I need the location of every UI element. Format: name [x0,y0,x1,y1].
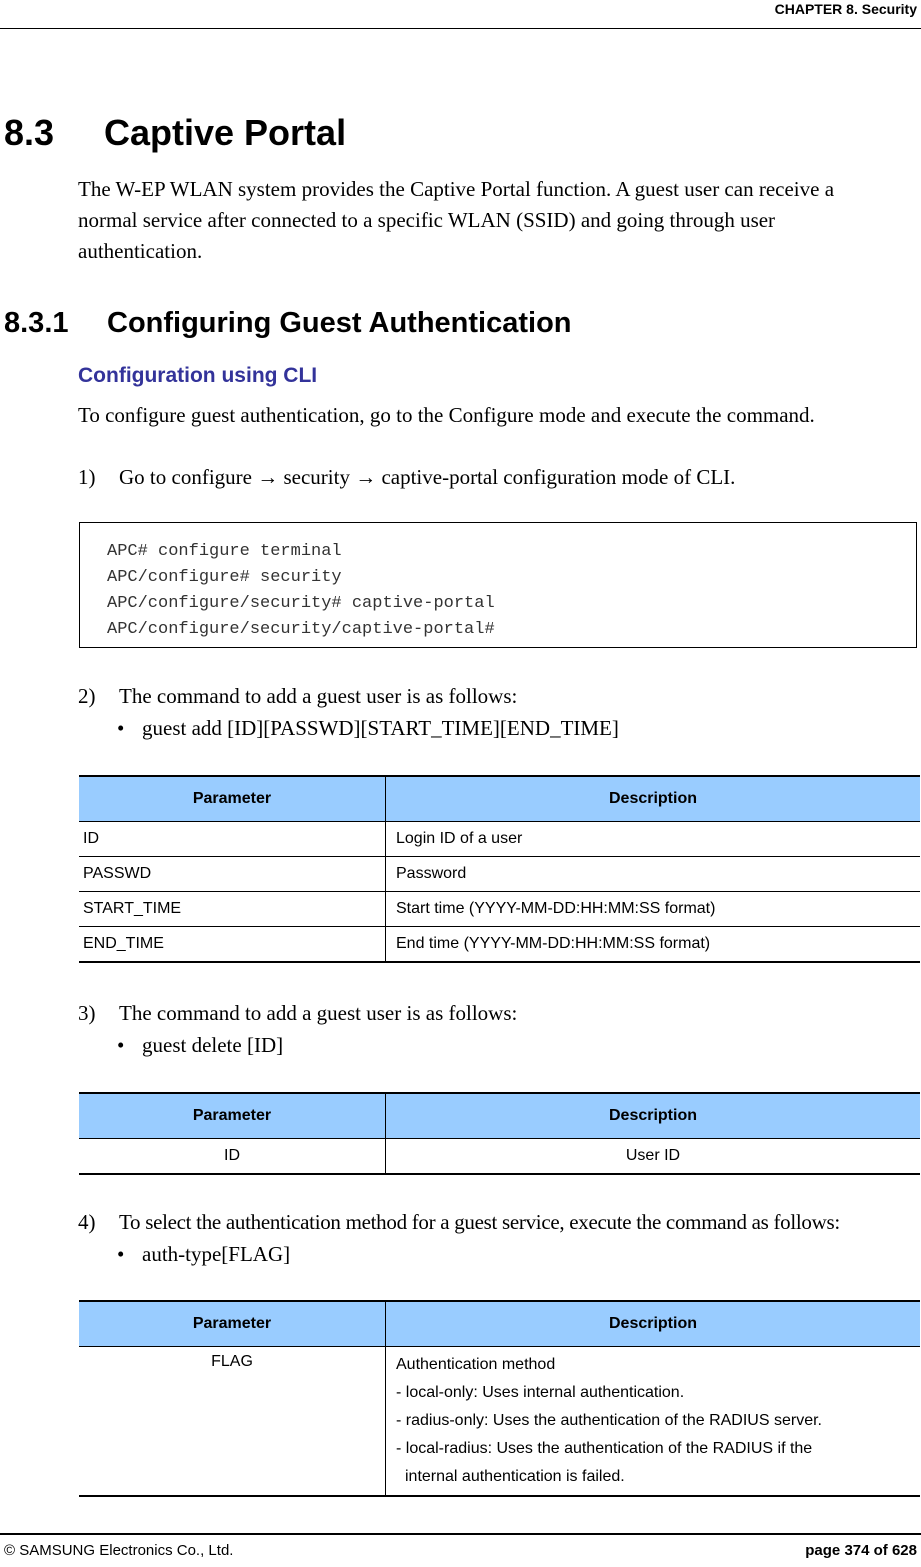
column-header: Parameter [79,776,386,822]
column-header: Description [386,1093,921,1139]
bullet-icon: • [117,716,125,740]
desc-cell: Password [386,857,921,892]
param-cell: FLAG [79,1347,386,1497]
cli-intro: To configure guest authentication, go to the Configure mode and execute the command. [78,403,815,427]
subsection-title: Configuring Guest Authentication [107,307,572,339]
desc-line: internal authentication is failed. [405,1468,625,1485]
step-number: 4) [78,1210,96,1234]
table-header-row [79,1093,920,1139]
code-line: APC/configure/security/captive-portal# [107,620,495,639]
page-footer [0,1533,921,1567]
bullet-text: guest add [ID][PASSWD][START_TIME][END_TIME] [142,716,619,740]
section-title: Captive Portal [104,112,347,153]
bullet-icon: • [117,1242,125,1266]
desc-line: - radius-only: Uses the authentication of the RADIUS server. [396,1412,822,1429]
page-number: page 374 of 628 [805,1542,917,1559]
table-row [79,892,920,927]
table-row [79,927,920,963]
table-row [79,857,920,892]
guest-delete-parameter-table [79,1092,920,1175]
step-3-bullet [117,1033,283,1058]
desc-cell: Start time (YYYY-MM-DD:HH:MM:SS format) [386,892,921,927]
desc-cell: End time (YYYY-MM-DD:HH:MM:SS format) [386,927,921,963]
chapter-title: CHAPTER 8. Security [774,1,917,17]
column-header: Parameter [79,1301,386,1347]
desc-line: - local-only: Uses internal authentication. [396,1384,685,1401]
auth-type-parameter-table [79,1300,920,1497]
desc-line: - local-radius: Uses the authentication of the RADIUS if the [396,1440,813,1457]
step-text: To select the authentication method for a guest service, execute the command as follows: [119,1210,840,1234]
intro-line: The W-EP WLAN system provides the Captive Portal function. A guest user can receive a [78,177,835,201]
step-number: 2) [78,684,96,708]
intro-line: normal service after connected to a specific WLAN (SSID) and going through user [78,208,776,232]
bullet-text: guest delete [ID] [142,1033,284,1057]
param-cell: PASSWD [79,857,386,892]
step-3 [78,1001,517,1026]
cli-code-block [79,522,917,648]
param-cell: END_TIME [79,927,386,963]
step-4 [78,1210,840,1235]
section-heading [4,112,346,154]
step-text: Go to configure → security → captive-portal configuration mode of CLI. [119,465,736,489]
table-row [79,1347,920,1497]
step-number: 1) [78,465,96,489]
step-1 [78,465,735,490]
param-cell: START_TIME [79,892,386,927]
step-2 [78,684,517,709]
subsection-number: 8.3.1 [4,307,69,339]
column-header: Description [386,776,921,822]
bullet-icon: • [117,1033,125,1057]
table-header-row [79,776,920,822]
column-header: Description [386,1301,921,1347]
table-row [79,1139,920,1175]
param-cell: ID [79,1139,386,1175]
desc-cell [386,1347,921,1497]
code-line: APC/configure/security# captive-portal [107,594,495,613]
step-2-bullet [117,716,619,741]
step-text: The command to add a guest user is as follows: [119,1001,518,1025]
code-line: APC# configure terminal [107,542,342,561]
cli-heading: Configuration using CLI [78,364,318,387]
intro-line: authentication. [78,239,203,263]
column-header: Parameter [79,1093,386,1139]
page-header [0,0,921,29]
desc-cell: User ID [386,1139,921,1175]
desc-cell: Login ID of a user [386,822,921,857]
table-row [79,822,920,857]
guest-add-parameter-table [79,775,920,963]
section-number: 8.3 [4,112,55,153]
desc-line: Authentication method [396,1356,556,1373]
step-number: 3) [78,1001,96,1025]
param-cell: ID [79,822,386,857]
section-intro [78,174,834,267]
step-text: The command to add a guest user is as follows: [119,684,518,708]
subsection-heading [4,307,572,340]
copyright: © SAMSUNG Electronics Co., Ltd. [4,1542,234,1559]
code-line: APC/configure# security [107,568,342,587]
step-4-bullet [117,1242,290,1267]
table-header-row [79,1301,920,1347]
bullet-text: auth-type[FLAG] [142,1242,291,1266]
